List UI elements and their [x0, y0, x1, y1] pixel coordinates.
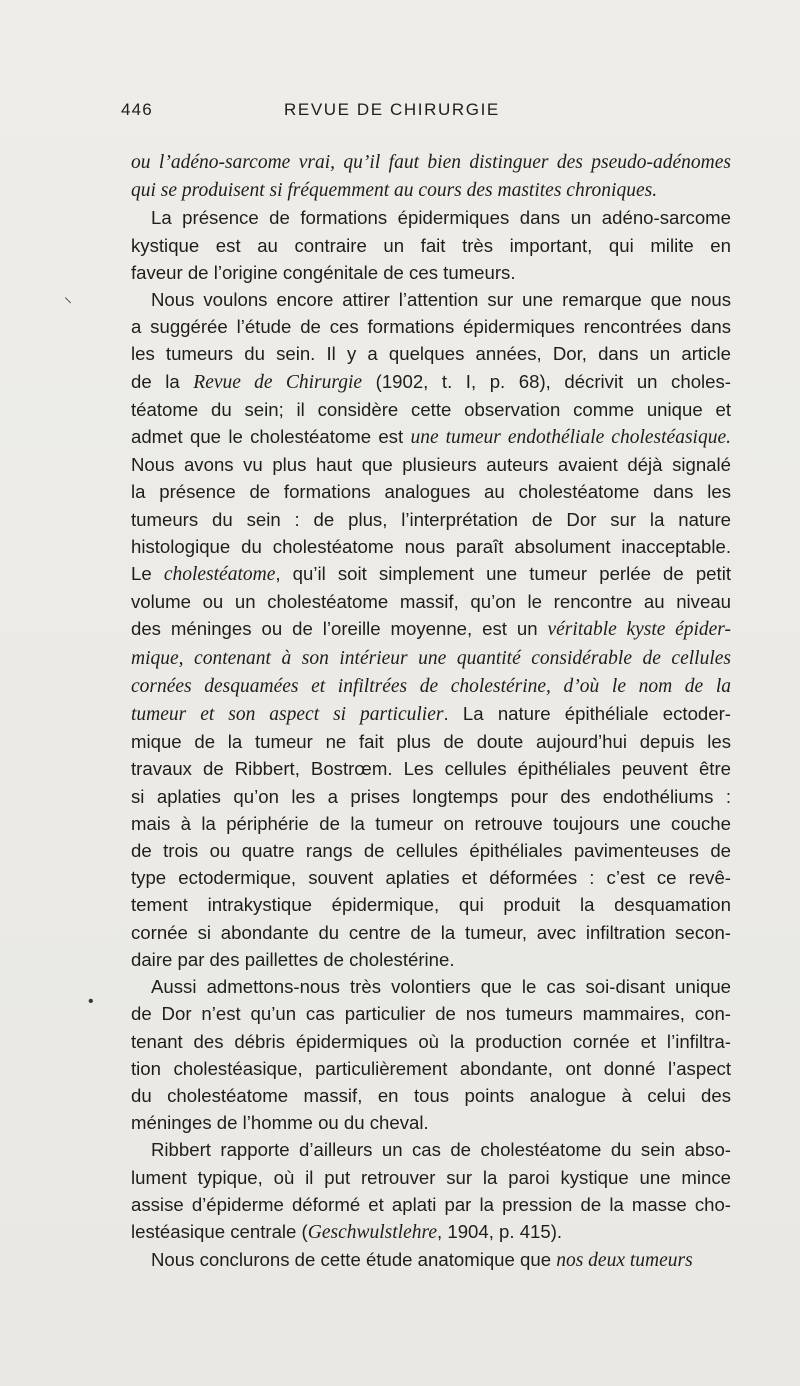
text-segment: Nous conclurons de cette étude anatomique que — [151, 1249, 557, 1271]
text-line — [131, 864, 731, 891]
italic-text: ou l’adéno-sarcome vrai, qu’il faut bien distinguer des pseudo-adénomes — [131, 152, 731, 173]
text-segment: du cholestéatome massif, en tous points analogue à celui des — [131, 1084, 731, 1106]
margin-mark: • — [88, 993, 94, 1010]
text-line — [131, 533, 731, 560]
text-line — [131, 837, 731, 864]
page-number: 446 — [121, 100, 153, 119]
text-line — [131, 919, 731, 946]
text-line — [131, 286, 731, 313]
text-segment: de Dor n’est qu’un cas particulier de nos tumeurs mammaires, con- — [131, 1003, 731, 1025]
text-line — [131, 560, 731, 588]
text-segment: kystique est au contraire un fait très important, qui milite en — [131, 234, 731, 256]
text-segment: lestéasique centrale ( — [131, 1220, 308, 1242]
text-segment: de trois ou quatre rangs de cellules épithéliales pavimenteuses de — [131, 840, 731, 862]
text-line — [131, 1136, 731, 1163]
running-title: REVUE DE CHIRURGIE — [284, 100, 500, 119]
text-segment: des méninges ou de l’oreille moyenne, est un — [131, 618, 548, 640]
text-segment: admet que le cholestéatome est — [131, 426, 411, 448]
text-line — [131, 204, 731, 231]
italic-text: tumeur et son aspect si particulier — [131, 704, 444, 726]
text-segment: téatome du sein; il considère cette observation comme unique et — [131, 398, 731, 420]
italic-text: cholestéatome — [163, 564, 276, 586]
text-segment: tenant des débris épidermiques où la production cornée et l’infiltra- — [131, 1030, 731, 1052]
text-line — [131, 1246, 731, 1274]
text-segment: , qu’il soit simplement une tumeur perlée de petit — [275, 563, 731, 585]
text-segment: si aplaties qu’on les a prises longtemps pour des endothéliums : — [131, 785, 731, 807]
text-segment: tion cholestéasique, particulièrement abondante, ont donné l’aspect — [131, 1057, 731, 1079]
italic-text: mique, contenant à son intérieur une quantité considérable de cellules — [131, 647, 731, 669]
margin-mark: ⸜ — [64, 289, 73, 306]
text-segment: tumeurs du sein : de plus, l’interprétation de Dor sur la nature — [131, 508, 731, 530]
text-segment: La présence de formations épidermiques dans un adéno-sarcome — [151, 207, 731, 229]
italic-text: nos deux tumeurs — [556, 1250, 693, 1272]
text-line — [131, 478, 731, 505]
text-segment: travaux de Ribbert, Bostrœm. Les cellules épithéliales peuvent être — [131, 758, 731, 780]
text-segment: volume ou un cholestéatome massif, qu’on le rencontre au niveau — [131, 591, 731, 613]
text-line — [131, 810, 731, 837]
text-line — [131, 1164, 731, 1191]
text-segment: type ectodermique, souvent aplaties et déformées : c’est ce revê- — [131, 867, 731, 889]
text-segment: (1902, t. I, p. 68), décrivit un choles- — [362, 370, 731, 392]
text-segment: faveur de l’origine congénitale de ces tumeurs. — [131, 261, 516, 283]
italic-text: qui se produisent si fréquemment au cours des mastites chroniques. — [131, 180, 658, 202]
text-segment: mique de la tumeur ne fait plus de doute aujourd’hui depuis les — [131, 731, 731, 753]
text-line — [131, 1000, 731, 1027]
text-line — [131, 423, 731, 451]
text-line — [131, 1082, 731, 1109]
italic-text: Geschwulstlehre — [307, 1221, 438, 1243]
text-line — [131, 644, 731, 672]
text-line — [131, 588, 731, 615]
text-segment: de la — [131, 370, 194, 392]
text-line — [131, 615, 731, 643]
text-line — [131, 148, 731, 176]
text-line — [131, 728, 731, 755]
text-line — [131, 232, 731, 259]
text-segment: la présence de formations analogues au cholestéatome dans les — [131, 481, 731, 503]
text-line — [131, 973, 731, 1000]
article-body-text — [131, 148, 731, 1274]
text-segment: Le — [131, 563, 164, 585]
text-line — [131, 313, 731, 340]
text-line — [131, 755, 731, 782]
text-segment: Nous voulons encore attirer l’attention sur une remarque que nous — [151, 289, 731, 311]
text-segment: a suggérée l’étude de ces formations épidermiques rencontrées dans — [131, 316, 731, 338]
text-line — [131, 368, 731, 396]
text-segment: , 1904, p. 415). — [437, 1220, 563, 1242]
text-line — [131, 946, 731, 973]
text-segment: mais à la périphérie de la tumeur on retrouve toujours une couche — [131, 812, 731, 834]
text-line — [131, 700, 731, 728]
italic-text: une tumeur endothéliale cholestéasique. — [410, 427, 731, 449]
text-line — [131, 506, 731, 533]
text-line — [131, 1109, 731, 1136]
page-header — [0, 100, 800, 126]
text-line — [131, 891, 731, 918]
text-line — [131, 672, 731, 700]
text-line — [131, 1191, 731, 1218]
text-line — [131, 176, 731, 204]
text-segment: Nous avons vu plus haut que plusieurs auteurs avaient déjà signalé — [131, 454, 731, 476]
text-line — [131, 1028, 731, 1055]
text-line — [131, 1218, 731, 1246]
text-segment: assise d’épiderme déformé et aplati par la pression de la masse cho- — [131, 1193, 731, 1215]
text-segment: . La nature épithéliale ectoder- — [443, 703, 732, 725]
text-segment: tement intrakystique épidermique, qui produit la desquamation — [131, 894, 731, 916]
text-segment: Aussi admettons-nous très volontiers que le cas soi-disant unique — [151, 976, 731, 998]
text-line — [131, 451, 731, 478]
text-segment: histologique du cholestéatome nous paraît absolument inacceptable. — [131, 535, 731, 557]
italic-text: cornées desquamées et infiltrées de cholestérine, d’où le nom de la — [131, 675, 731, 697]
italic-text: Revue de Chirurgie — [193, 371, 363, 393]
text-line — [131, 259, 731, 286]
text-line — [131, 340, 731, 367]
text-segment: lument typique, où il put retrouver sur la paroi kystique une mince — [131, 1166, 731, 1188]
text-segment: daire par des paillettes de cholestérine. — [131, 948, 455, 970]
text-segment: cornée si abondante du centre de la tumeur, avec infiltration secon- — [131, 921, 731, 943]
text-segment: Ribbert rapporte d’ailleurs un cas de cholestéatome du sein abso- — [151, 1139, 731, 1161]
italic-text: véritable kyste épider- — [547, 619, 731, 641]
text-segment: méninges de l’homme ou du cheval. — [131, 1112, 429, 1134]
text-segment: les tumeurs du sein. Il y a quelques années, Dor, dans un article — [131, 343, 731, 365]
text-line — [131, 396, 731, 423]
text-line — [131, 783, 731, 810]
text-line — [131, 1055, 731, 1082]
